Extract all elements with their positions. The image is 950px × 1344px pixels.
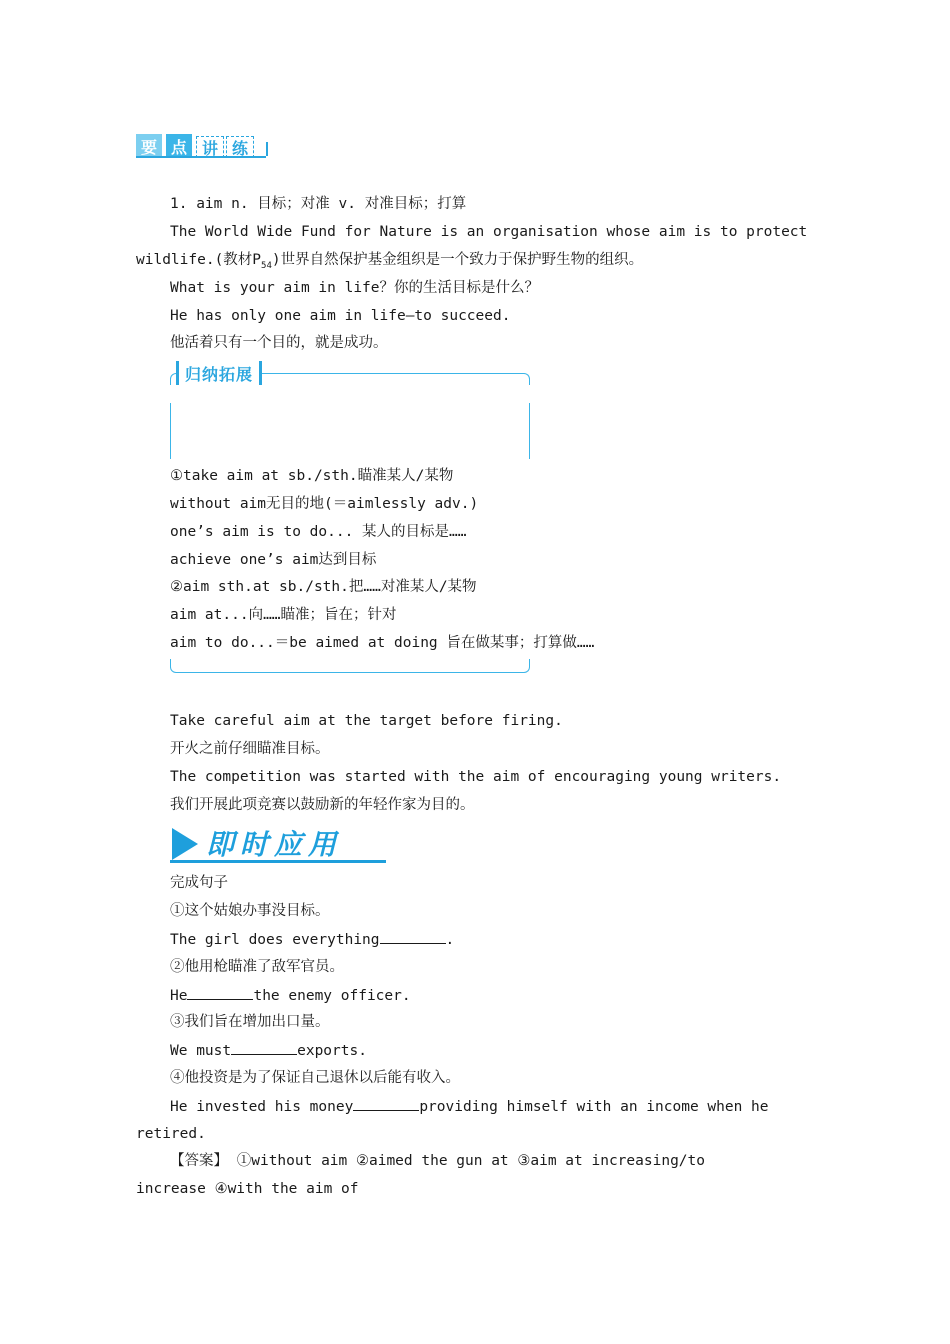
- summary-item-6: aim at...向……瞄准；旨在；针对: [170, 607, 397, 623]
- example-line-4: 我们开展此项竞赛以鼓励新的年轻作家为目的。: [170, 797, 475, 813]
- question-1-text-a: The girl does everything: [170, 932, 380, 948]
- badge-char-4: 练: [226, 136, 254, 158]
- task-label: 完成句子: [170, 875, 228, 891]
- question-4-chinese: ④他投资是为了保证自己退休以后能有收入。: [170, 1070, 460, 1086]
- question-3-english: [170, 1040, 367, 1061]
- example-3-english: He has only one aim in life—to succeed.: [170, 308, 511, 324]
- question-2-english: [170, 985, 411, 1006]
- question-2-text-a: He: [170, 988, 188, 1004]
- summary-item-1: ①take aim at sb./sth.瞄准某人/某物: [170, 468, 454, 484]
- badge-underline-tail: [262, 142, 268, 156]
- answer-label: 【答案】: [170, 1153, 228, 1169]
- summary-item-5: ②aim sth.at sb./sth.把……对准某人/某物: [170, 579, 477, 595]
- summary-item-7: aim to do...＝be aimed at doing 旨在做某事；打算做……: [170, 635, 595, 651]
- apply-heading: [170, 826, 386, 864]
- example-2: What is your aim in life？你的生活目标是什么？: [170, 280, 540, 296]
- answer-blank-4[interactable]: [353, 1096, 419, 1111]
- question-4-text-a: He invested his money: [170, 1099, 354, 1115]
- badge-char-3: 讲: [196, 136, 224, 158]
- answer-text-1: ①without aim ②aimed the gun at ③aim at increasing/to: [228, 1153, 705, 1169]
- question-1-english: [170, 929, 454, 950]
- question-3-text-b: exports.: [297, 1043, 367, 1059]
- question-4-english: [170, 1096, 769, 1117]
- apply-heading-text: 即时应用: [206, 828, 343, 861]
- example-1-line-1: The World Wide Fund for Nature is an organisation whose aim is to protect: [170, 224, 808, 240]
- question-4-english-cont: retired.: [136, 1126, 206, 1142]
- textbook-page: 54: [261, 260, 272, 271]
- summary-item-2: without aim无目的地(＝aimlessly adv.): [170, 496, 479, 512]
- question-2-chinese: ②他用枪瞄准了敌军官员。: [170, 959, 344, 975]
- question-4-text-b: providing himself with an income when he: [419, 1099, 769, 1115]
- question-1-text-b: .: [445, 932, 455, 948]
- example-3-chinese: 他活着只有一个目的，就是成功。: [170, 335, 388, 351]
- headword-line: 1. aim n. 目标；对准 v. 对准目标；打算: [170, 196, 467, 212]
- answer-blank-3[interactable]: [231, 1040, 297, 1055]
- example-1-line-2: [136, 250, 643, 276]
- example-1-text-a: wildlife.(教材P: [136, 252, 262, 268]
- question-2-text-b: the enemy officer.: [253, 988, 411, 1004]
- badge-char-2: 点: [166, 134, 192, 158]
- example-line-2: 开火之前仔细瞄准目标。: [170, 741, 330, 757]
- answer-line-1: [170, 1151, 705, 1171]
- answer-blank-1[interactable]: [380, 929, 446, 944]
- play-arrow-icon: [172, 828, 198, 860]
- example-line-1: Take careful aim at the target before firing.: [170, 713, 563, 729]
- question-3-text-a: We must: [170, 1043, 232, 1059]
- example-line-3: The competition was started with the aim of encouraging young writers.: [170, 769, 782, 785]
- answer-line-2: increase ④with the aim of: [136, 1181, 359, 1197]
- badge-char-1: 要: [136, 134, 162, 158]
- question-1-chinese: ①这个姑娘办事没目标。: [170, 903, 330, 919]
- summary-box-title: 归纳拓展: [176, 361, 262, 385]
- apply-heading-underline: [170, 860, 386, 863]
- summary-item-3: one’s aim is to do... 某人的目标是……: [170, 524, 467, 540]
- example-1-text-b: )世界自然保护基金组织是一个致力于保护野生物的组织。: [271, 252, 644, 268]
- summary-item-4: achieve one’s aim达到目标: [170, 552, 377, 568]
- badge-underline: [136, 152, 266, 158]
- answer-blank-2[interactable]: [187, 985, 253, 1000]
- question-3-chinese: ③我们旨在增加出口量。: [170, 1014, 330, 1030]
